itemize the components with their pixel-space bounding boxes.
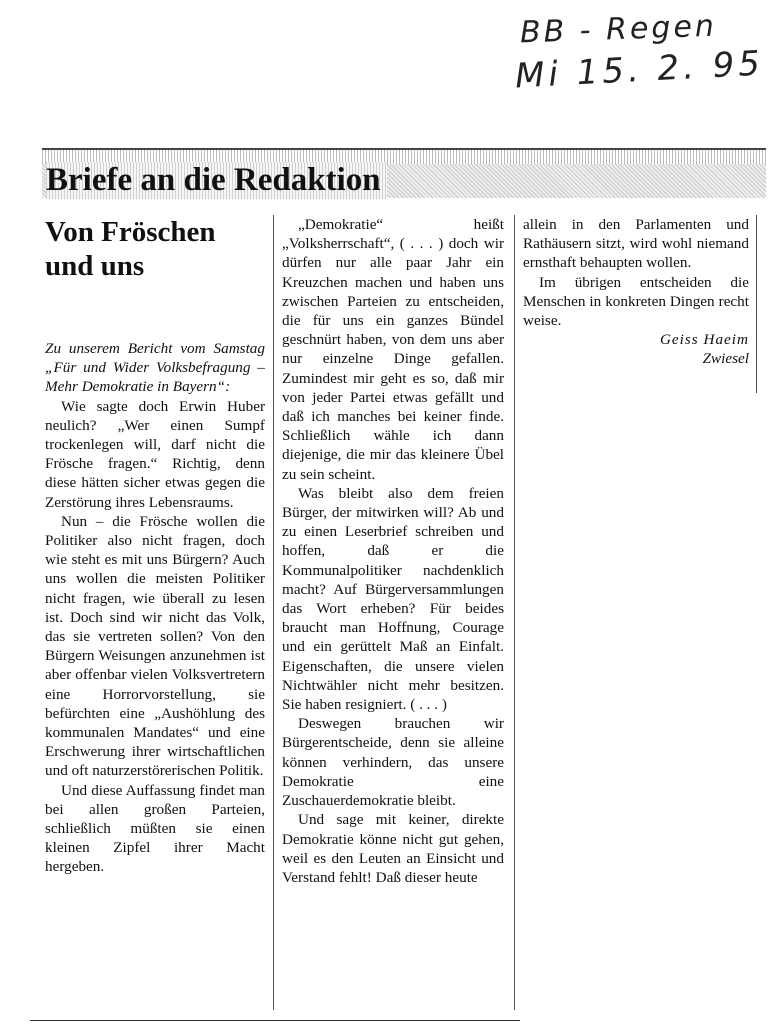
handwritten-note-line2: Mi 15. 2. 95 bbox=[514, 43, 765, 97]
handwritten-note-line1: BB - Regen bbox=[519, 8, 718, 51]
section-banner bbox=[42, 164, 766, 198]
paragraph: allein in den Parlamenten und Rathäusern sitzt, wird wohl niemand ernsthaft behaupten wollen. bbox=[523, 216, 749, 272]
signature-name: Geiss Haeim bbox=[659, 331, 749, 349]
paragraph: Deswegen brauchen wir Bürgerentscheide, denn sie alleine können verhindern, das unsere Demokratie eine Zuschauerdemokratie bleibt. bbox=[282, 715, 504, 810]
column-1 bbox=[45, 215, 265, 877]
column-rule bbox=[514, 215, 515, 1010]
column-3 bbox=[523, 215, 749, 369]
paragraph: Wie sagte doch Erwin Huber neulich? „Wer einen Sumpf trockenlegen will, darf nicht die Frösche fragen.“ Richtig, denn diese hätten sicher etwas gegen die Zerstörung ihres Lebensraums. bbox=[45, 397, 265, 511]
article-headline: Von Fröschen und uns bbox=[45, 216, 216, 282]
paragraph: Und sage mit keiner, direkte Demokratie könne nicht gut gehen, weil es den Leuten an Einsicht und Verstand fehlt! Daß dieser heute bbox=[282, 811, 504, 886]
column-rule bbox=[273, 215, 274, 1010]
signature-place: Zwiesel bbox=[702, 350, 749, 368]
paragraph: „Demokratie“ heißt „Volksherrschaft“, ( . . . ) doch wir dürfen nur alle paar Jahr ein Kreuzchen machen und haben uns zwischen Parteien zu entscheiden, die für uns ein ganzes Bündel geschnürt haben, von dem uns aber nur einzelne Dinge gefallen. Zumindest mir geht es so, daß mir von jeder Partei etwas gefällt und daß ich manches bei keiner finde. Schließlich wähle ich dann diejenige, die mir das kleinere Übel zu sein scheint. bbox=[282, 216, 504, 483]
paragraph: Und diese Auffassung findet man bei allen großen Parteien, schließlich müßten sie einen kleinen Zipfel ihrer Macht hergeben. bbox=[45, 781, 265, 876]
column-2 bbox=[282, 215, 504, 887]
paragraph: Was bleibt also dem freien Bürger, der mitwirken will? Ab und zu einen Leserbrief schreiben und hoffen, daß er die Kommunalpolitiker nachdenklich macht? Auf Bürgerversammlungen das Wort erheben? Für beides braucht man Hoffnung, Courage und ein gerüttelt Maß an Einfalt. Eigenschaften, die unsere vielen Nichtwähler nicht mehr besitzen. Sie haben resigniert. ( . . . ) bbox=[282, 484, 504, 714]
bottom-rule bbox=[30, 1020, 520, 1021]
column-rule bbox=[756, 215, 757, 393]
paragraph: Nun – die Frösche wollen die Politiker also nicht fragen, doch wie steht es mit uns Bürgern? Auch uns wollen die meisten Politiker nicht fragen, wie überall zu lesen ist. Doch sind wir nicht das Volk, das sie vertreten sollen? Von den Bürgern Weisungen anzunehmen ist aber offenbar vielen Volksvertretern eine Horrorvorstellung, sie befürchten eine „Aushöhlung des kommunalen Mandates“ und eine Erschwerung ihrer wirtschaftlichen und oft naturzerstörerischen Politik. bbox=[45, 512, 265, 780]
paragraph: Im übrigen entscheiden die Menschen in konkreten Dingen recht weise. bbox=[523, 273, 749, 330]
article-intro: Zu unserem Bericht vom Samstag „Für und Wider Volksbefragung – Mehr Demokratie in Bayern“: bbox=[45, 340, 265, 396]
section-title: Briefe an die Redaktion bbox=[46, 162, 387, 199]
